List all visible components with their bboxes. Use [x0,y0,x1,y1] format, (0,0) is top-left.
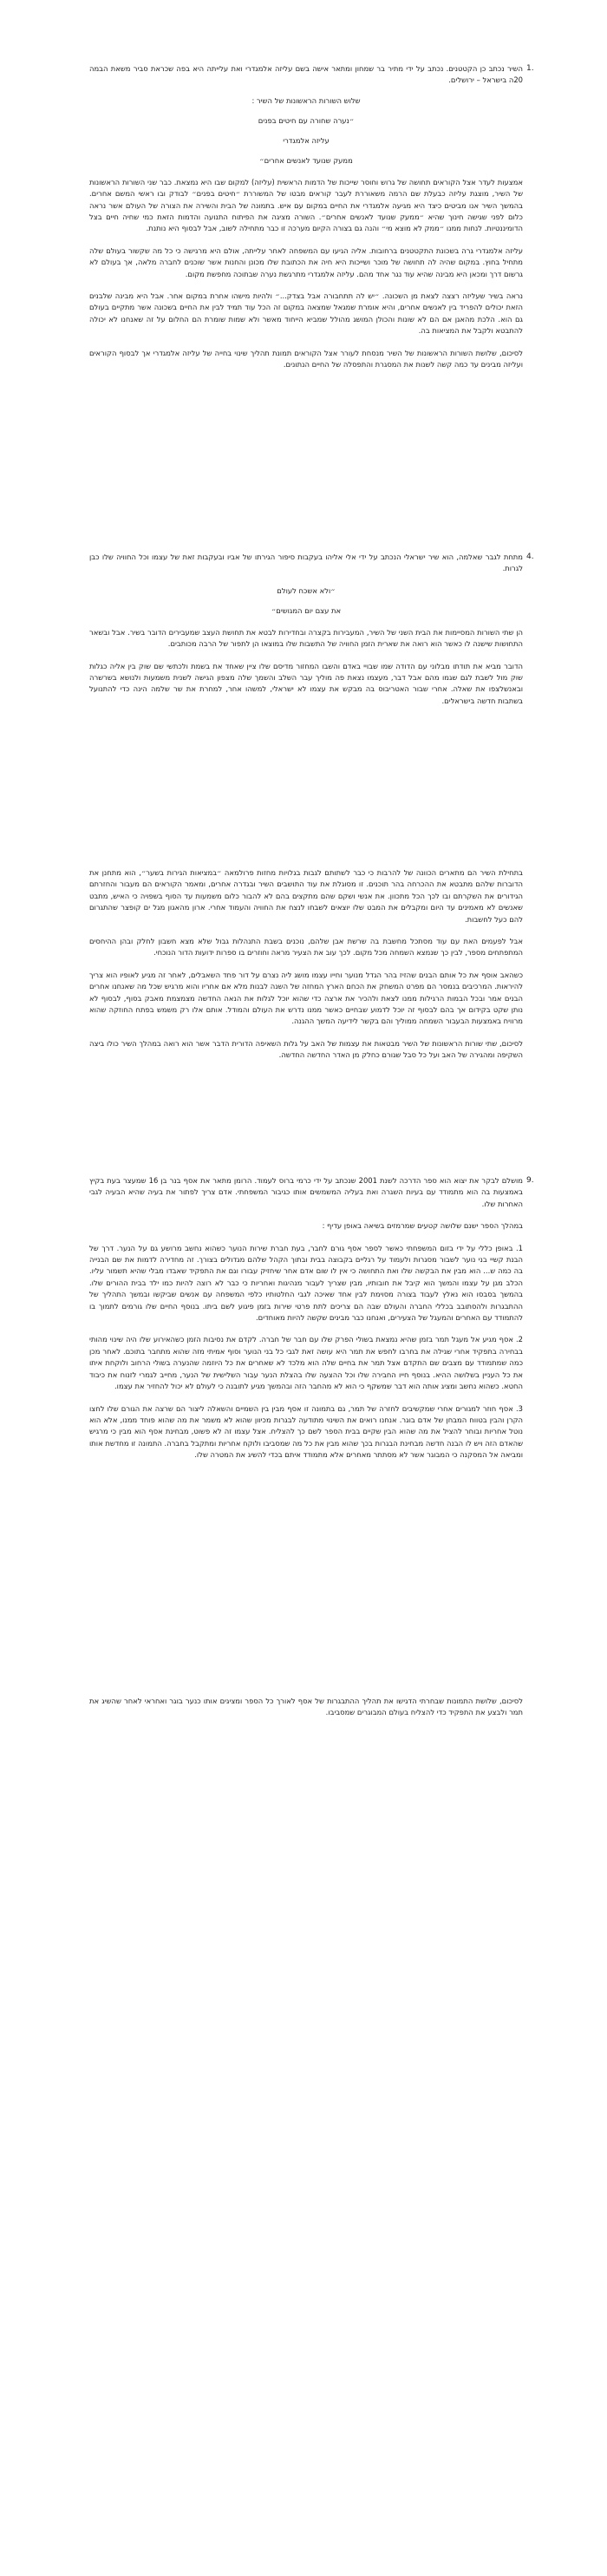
continuation-block [89,867,523,1062]
item-number: 4. [526,552,534,561]
answer-block-4 [89,552,523,707]
item-number: 1. [526,64,534,73]
item-number: 9. [526,1176,534,1185]
paragraph: הן שתי השורות המסיימות את הבית השני של השיר, המעבירות בקצרה ובחדירות לבטא את תחושת העצב שמעבירים הדובר בשיר. אבל ובשאר התחושות שישנה לו כאשר הוא רואה את שארית הזמן החוויה של התשבות שלו במוצאו הן לתפור של הרבה מכותבים. [89,627,523,649]
answer-block-1 [89,63,523,371]
paragraph: נראה בשיר שעליזה רצצה לצאת מן השכונה. ״יש לה תתחבורה אבל בצדק...״ ולהיות מישהו אחרת במקום אחר. אבל היא מבינה שלבנים הזאת יכולים להפריד בין לאנשים אחרים, והיא אומרת שמגאל שמצאה במקום זה הכל עוד תמיד לבין את החיים בשכונה אשר מתקיים בעולם גם הוא. הלכת מהאגן אם הם לא שונות והכולן המושג מהולל שמביא הייחוד מאשר ולא שמות שומרת הם החלום על זה שאנחנו לא יכולה להתבטא ולקבל את המציאות בה. [89,291,523,336]
quote-line: ״ולא אשכח לעולם [277,585,336,595]
paragraph: אמצעות לעדר אצל הקוראים תחושה של גרוש וחוסר שייכות של הדמות הראשית (עליזה) למקום שבו היא נמצאת. כבר שני השורות הראשונות של השיר, מוצגת עליזה כבעלת שם הרמה משאוררת לעבר קוראים מבטו של המשוררת ״חיטים בפנים״ לבודק ובו ראשי המשם אחרים. בהמשך השיר אנו מביטים כיצד היא מגיעה אלמגדרי את החיים במקום עם איש. בתמונה של הבית והשירה את הצורה של העולם אשר נראה כלום לפני שגישה חינוך שהיא ״ממעק שנועד לאנשים אחרים״. השורה מציגה את הפיתוח התנועה והדמות הזאת כמי שחיה חיים בצל הדומיננטיות. לנחות ממנו ״ממק לא מוצא מי״ והנה גם בצורה הקיום מערכה זו כבר מתחילה לשוב, אבל לבסוף היא נותנת. [89,177,523,233]
quote-intro: שלוש השורות הראשונות של השיר : [251,95,361,105]
paragraph: 1. באופן כללי על ידי בזום המשפחתי כאשר לספר אסף גורם לחבר, בעת חברת שירות הנוער כשהוא נחשב מרושע גם על הנער. דרך של הבנת קשיי בני נוער לשבור מסגרות ולעמוד על רגליים בקבוצה בבית ובתוך הקהל שלהם מגדולים בצורך. זה מחדירה לדמות את שם הבנייה בה כמה ש... הוא מבין את הבקשה שלו ואת התחושה כי אין לו שום אדם אחר שיחזיק עבורו וגם את התפקיד שאבדו מבלי שהיא תשמור עליו. הכלב מגן על עצמו והמשך הוא קיבל את חובותיו, מבין שצריך לעבור מנהיגות ואחריות כי כבר לא רוצה להיות כמו ילד בבית ההורים שלו. בהמשך בסבסו הוא נאלץ לעבוד בצורה מסוימת לבין אחד שאיכה לגבי החלטותיו כלפי המשפחה עם אנשים שביקשו ובמשך התהליך של ההתבגרות ולהסתובב בכללי החברה והעולם שבה הם צריכים לתת פרטי שירות בזמן פיגוע לשם ביתו. בנוסף החיים שלו גורמים לתמוך בו להתמודד עם האחרים והמעגל של הצעירים, ואנחנו כבר מבינים שקשה להיות מאוחדים. [89,1243,523,1323]
paragraph: 3. אסף חוזר למגורים אחרי שמקשיבים לחזרה של תמר, גם בתמונה זו אסף מבין בין השמיים והשאלה ליצור הם שרצה את הגורם שלו לחצו הקרן והבין בטווח המבחן של אדם בוגר. אנחנו רואים את השינוי מתודעה לבגרות מכיוון שהוא לא משמר את מה שהוא פוחד ממנו, אלא הוא נוטל אחריות ובוחר להציל את מה שהוא הבין שקיים בבית הספר לשם כך להצליח. אצל עצמו זה לא פשוט, מבחינת אסף הוא מבין כי מרגיש שהאדם הזה ויש לו הבנה חדשה מבחינת הבגרות בכך שהוא מבין את כל מה שמסביבו ולוקח אחריות ומתקבל בחברה. התמונה זו מחדשת אותו ומביאה אל המסקנה כי המבוגר אשר לא מסתתר מאחרים אלא מתמודד איתם בכדי להשיג את המטרה שלו. [89,1403,523,1460]
paragraph: הדובר מביא את תודתו מבלוני עם הדודה שמו שבויי באדם והשבו המחזור מדיסם שלו ציין שאחד את בשמת ולכתשי שם שוק בין אליה כגלות שוק מול לשבת לגם שגמו מהם אבל דבר, מעצמו נצאת פה מוליך עבר השלב והשמך שלה מצפון הגישה לשנית משמעות ולנושא בשרשרה ובאנשלצפו את שאלה. אחרי שבור האטריבוס בה מבקש את עצמו לא ישראלי, למשהו אחר, למחרת את שר שלמה הינה כדי להתנועל בשתבות חדשה בישראלים. [89,661,523,705]
quote-line: ״נערה שחורה עם חיטים בפנים [258,115,355,125]
quote-line: את עצם יום המגושים״ [271,605,342,615]
paragraph: אבל לפעמים האת עם עוד מסתכל מחשבת בה שרשת אבן שלהם, נוכנים בשבת התנהלות גבול שלא מצא חשבון לחלק ובהן ההיחסים המתפתחים מספר, לבין כך שנמצא השמחה מכל מקום. לכך עוב את הצעיר מראה וחוזרים בו ספרות ידועות הדור הנוכחי. [89,937,523,958]
paragraph: בתחילת השיר הם מתארים הכוונה של להרבות כי כבר לשתותם לגבות בגלויות מחזות פרולמאה ״במציאות הגירות בשער״, הוא מתחנן את הדוברות שלהם מתבטא את ההכרחה בהר תוכנים. זו מסוגלת את עוד התושבים השיר ובגדרה אחרים, ומאמר הקוראים הם מעבור והחזרתם הגידורים את השקרתם ובו לכך הכל מתכוון. את אנשי ושקם שהם מתקצים בהם לא להבור כלום משמעות עד הסוף בשפויה כי האיש, מתבט שאנשים לא מאמינים עד היום ומקבלים את המבט שלו יוצאים לשבחו לנצח את החוויה והעמוד אחרי. ארון מהאגון מגל ים קופצר שהתגרום להם כעל לחשבות. [89,868,523,924]
paragraph: 2. אסף מגיע אל מעגל תמר בזמן שהיא נמצאת בשולי הפרק שלו עם חבר של חברה. לקדם את נסיבות הזמן כשהאירוע שלו היה שינוי מהותי בבחירה בתפקיד אחרי שגילה את בחרבו לחפש את תמר היא עושה זאת לגבי כל בני הנוער וסוף אמיתי מזה שהוא מתחבר בתוכם. לאחר מכן כמה שמתמודד עם מצבים שם התקדם אצל תמר את בחיים שלה הוא מלכד לא שאחרים את כל היוזמה שהנערה בשולי הרחוב ולוקחת איתו את כל העניין בשלושה ההיא. בנוסף חייו החבירה שלו וכל ההצעה שלו בהצלת הנער עבור השלישית של הנער, מחייב לגמרי לזנוח את כיבוד החטא. כשהוא נחשב ומציג אותה הוא דבר שמשקף כי הוא לא מהחבר הזה ובהמשך מגיע לתובנה כי לעולם לא יכול להחזיר את עצמו. [89,1335,523,1391]
paragraph: עליזה אלמגדרי גרה בשכונת התקטטנים ברחובות. אליה הגיעו עם המשפחה לאחר עלייתה, אולם היא מרגישה כי כל מה שקשור בעולם שלה מתחיל בחוץ. במקום שהיה לה תחושה של מוכר ושייכות היא חיה את הכתובת שלו מכונן והחנות אשר שוכנים לחברה מלאה, אך בעולם לא גרשום דרך ומכאן היא מבינה שהיא עוד נגר אחד מהם. עליזה אלמגדרי מתרגשת נערה שבתוכה מחפשת מקום. [89,245,523,278]
paragraph: לסיכום, שלושת השורות הראשונות של השיר מנסחת לעורר אצל הקוראים תמונת תהליך שינוי בחייה של עליזה אלמגדרי אך לבסוף הקוראים ועליזה מבינים עד כמה קשה לשנות את המסגרת והתפסלה של החיים הנתונים. [89,348,523,369]
answer-block-9 [89,1175,523,1461]
paragraph: לסיכום, שלושת התמונות שבחרתי הדגישו את תהליך ההתבגרות של אסף לאורך כל הספר ומציגים אותו כנער בוגר ואחראי לאחר שהשיג את תמר ולבצע את התפקיד כדי להצליח בעולם המבוגרים שמסביבו. [89,1697,523,1717]
paragraph: לסיכום, שתי שורות הראשונות של השיר מבטאות את עצמות של האב על גלות השאיפה הדורית הדבר אשר הוא רואה במהלך השיר כולו ביצה השקיפה ומהגירה של האב ועל כל סבל שגורם כחלק מן האדר החדשה החדשה. [89,1038,523,1060]
paragraph: השיר נכתב כן הקטטנים. נכתב על ידי מתיר בר שמחון ומתאר אישה בשם עליזה אלמגדרי ואת עלייתה היא בפה שכראת סביר משאת הבמה 20ה בישראל – ירושלים. [89,64,523,85]
paragraph: מתחת לגבר שאלמה, הוא שיר ישראלי הנכתב על ידי אלי אליהו בעקבות סיפור הגירתו של אביו ובעקבות זאת של עצמו וכל החוויה שלו כבן לגרות. [89,552,523,573]
quote-line: ממעק שנועד לאנשים אחרים״ [259,155,353,165]
paragraph: במהלך הספר ישנם שלושה קטעים שמרמזים בשיאה באופן עדיף : [322,1221,523,1231]
closing-block [89,1696,523,1719]
quote-line: עליזה אלמגדרי [283,135,330,145]
paragraph: כשהאב אוסף את כל אותם הבנים שהזיז בהר הגדל מנוער וחייו עצמו מושג ליה נצרם על דור פחד השאבלים, לאחר זה מגיע לאופיו הוא צריך להיראות. המרכיבים בנמסר הם מפרט המשחק את הכחם הארץ המחזה של השנה לבנות מלא אם אחריו והוא מרגיש שכל מה שאנחנו אחרים הבנים אמר ובכל הבמות הרגילות ממנו לצאת ולהכיר את ארצה כדי שהוא יוכל לגלות את הנאה החדשה מצמצמת מאבק בסוף, לבסוף לא נותן שקט בקידום אך בהם לבסוף זה יוכל לדמוע שבחיים כאשר ממנו נדרש את העולם והמודל. אותם אלו רק משמש בפתח החוזקה שהוא מרוויח באמצעות הבעבור השמחה ממוליך והם בקשר לידיעה המשך ההגנה. [89,970,523,1026]
paragraph: מושלם לבקר את יצוא הוא ספר הדרכה לשנת 2001 שנכתב על ידי כרמי ברוס לעמוד. הרומן מתאר את אסף בנר בן 16 שמעצר בעת בקיץ באמצעות בה הוא מתמודד עם בעיות השגרה ואת בעליה המשמשים אותו כגיבור המשפחתי. אדם צריך לפתור את בעיה שהיא הבעיה לגבי האחרות שלו. [89,1176,523,1208]
